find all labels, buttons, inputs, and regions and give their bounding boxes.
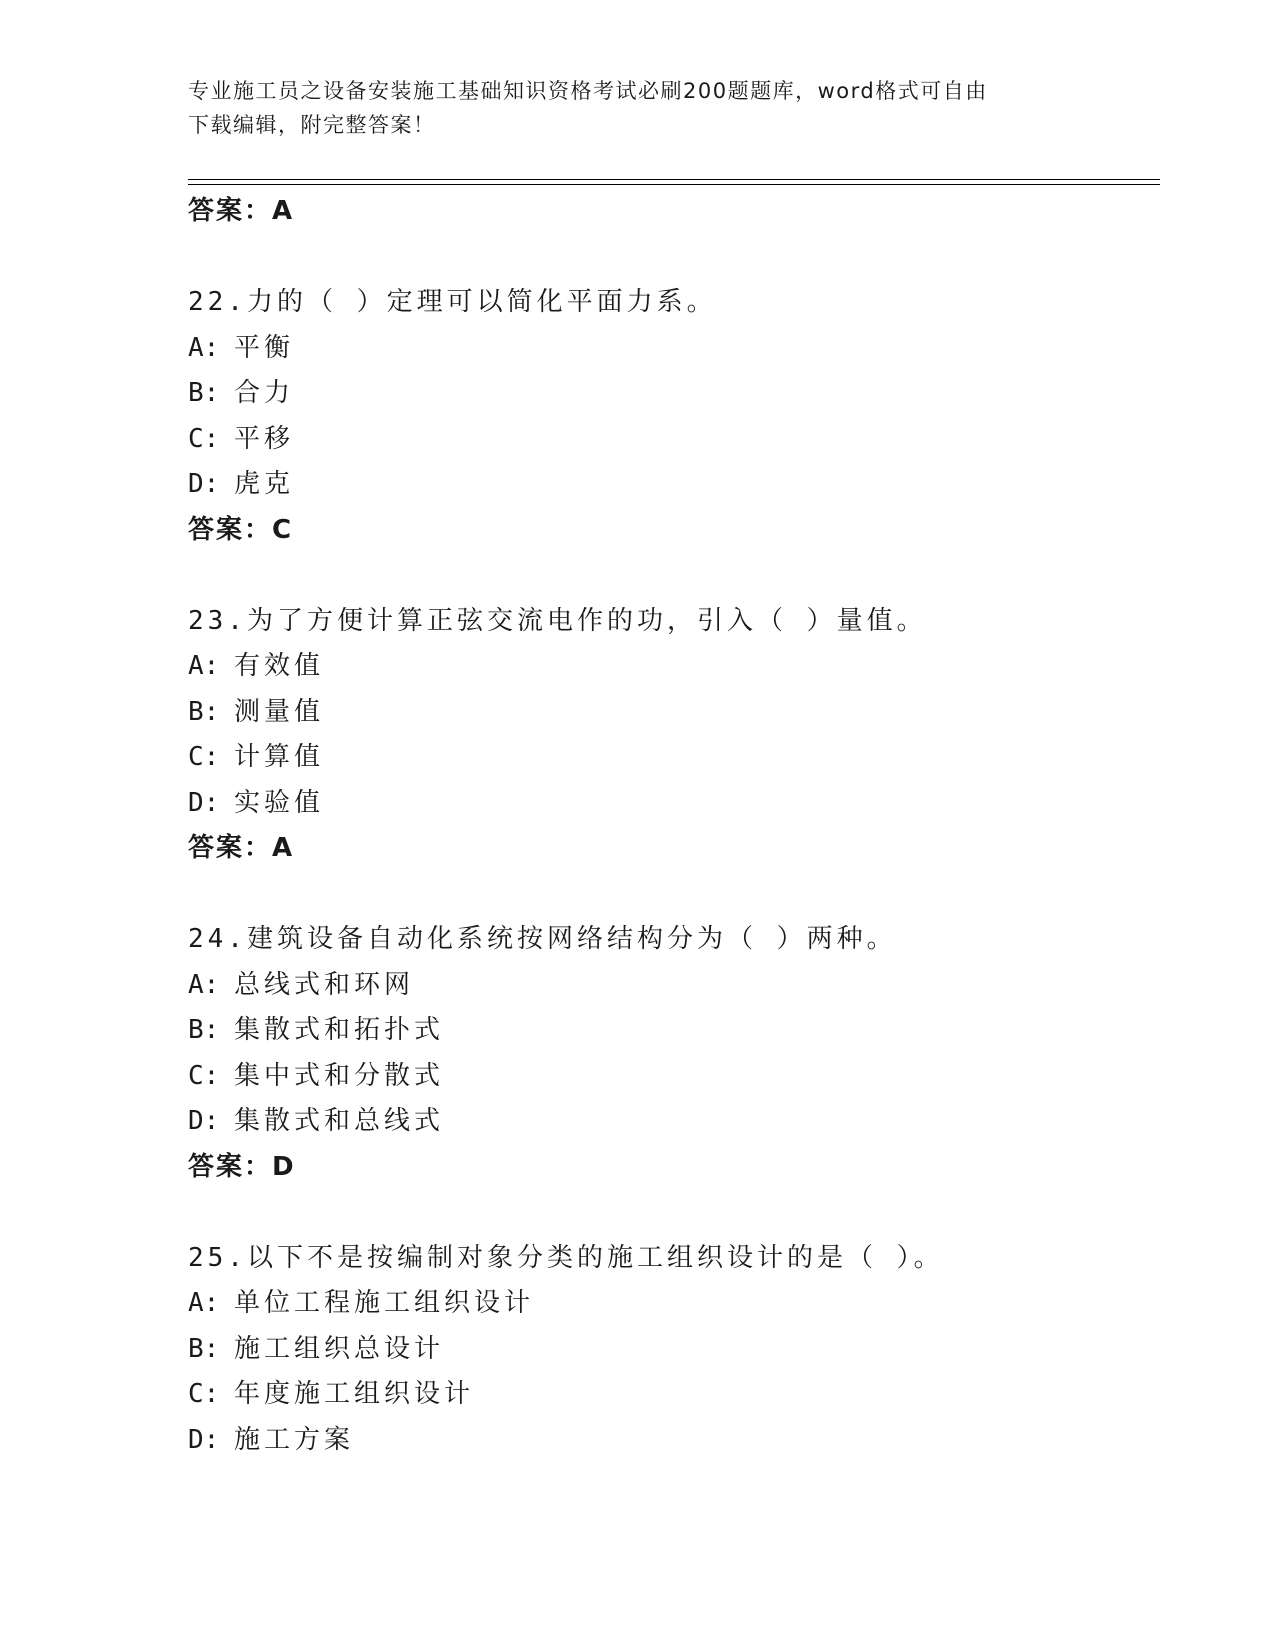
- option-text: 有效值: [234, 651, 325, 681]
- option-text: 集散式和总线式: [234, 1106, 445, 1136]
- option-letter: B:: [188, 696, 220, 727]
- option-text: 施工方案: [234, 1424, 355, 1455]
- option-letter: B:: [188, 1333, 220, 1364]
- header-divider: [188, 179, 1160, 185]
- option-b: [188, 1008, 1160, 1054]
- option-d: [188, 1418, 1160, 1464]
- option-text: 单位工程施工组织设计: [234, 1288, 535, 1318]
- option-letter: B:: [188, 378, 220, 408]
- option-c: [188, 1054, 1160, 1100]
- option-letter: B:: [188, 1015, 220, 1045]
- option-letter: A:: [188, 651, 220, 681]
- option-c: [188, 1372, 1160, 1418]
- option-text: 总线式和环网: [234, 969, 415, 1000]
- option-b: [188, 690, 1160, 736]
- option-letter: C:: [188, 742, 220, 772]
- option-a: [188, 644, 1160, 690]
- option-d: [188, 781, 1160, 827]
- option-letter: D:: [188, 1424, 220, 1455]
- option-text: 集中式和分散式: [234, 1060, 445, 1091]
- option-c: [188, 417, 1160, 463]
- option-text: 施工组织总设计: [234, 1333, 445, 1364]
- option-b: [188, 1327, 1160, 1373]
- option-text: 集散式和拓扑式: [234, 1015, 445, 1045]
- previous-answer: 答案：A: [188, 196, 295, 226]
- question-title: 22.力的（ ）定理可以简化平面力系。: [188, 287, 717, 317]
- option-letter: A:: [188, 332, 220, 363]
- question-25: [188, 1236, 1160, 1464]
- question-title: 24.建筑设备自动化系统按网络结构分为（ ）两种。: [188, 924, 897, 954]
- question-22: [188, 280, 1160, 553]
- answer: 答案：C: [188, 514, 294, 545]
- option-text: 平移: [234, 423, 295, 454]
- answer: 答案：A: [188, 833, 295, 863]
- option-letter: C:: [188, 423, 220, 454]
- option-text: 计算值: [234, 742, 325, 772]
- option-text: 虎克: [234, 469, 295, 499]
- option-d: [188, 1099, 1160, 1145]
- option-text: 实验值: [234, 787, 325, 818]
- question-title: 23.为了方便计算正弦交流电作的功，引入（ ）量值。: [188, 605, 927, 636]
- option-d: [188, 462, 1160, 508]
- option-letter: C:: [188, 1379, 220, 1409]
- document-header: [188, 74, 1068, 142]
- header-line-2: 下载编辑，附完整答案！: [188, 113, 436, 137]
- question-23: [188, 599, 1160, 872]
- option-text: 平衡: [234, 332, 295, 363]
- option-c: [188, 735, 1160, 781]
- question-24: [188, 917, 1160, 1190]
- answer: 答案：D: [188, 1151, 296, 1182]
- option-letter: D:: [188, 787, 220, 818]
- option-letter: A:: [188, 969, 220, 1000]
- question-list: [188, 189, 1160, 1463]
- option-letter: C:: [188, 1060, 220, 1091]
- option-text: 测量值: [234, 696, 325, 727]
- header-line-1: 专业施工员之设备安装施工基础知识资格考试必刷200题题库，word格式可自由: [188, 79, 988, 103]
- option-a: [188, 326, 1160, 372]
- option-letter: D:: [188, 1106, 220, 1136]
- option-text: 合力: [234, 378, 295, 408]
- question-title: 25.以下不是按编制对象分类的施工组织设计的是（ ）。: [188, 1242, 944, 1273]
- option-letter: A:: [188, 1288, 220, 1318]
- option-a: [188, 963, 1160, 1009]
- option-text: 年度施工组织设计: [234, 1379, 475, 1409]
- option-a: [188, 1281, 1160, 1327]
- option-letter: D:: [188, 469, 220, 499]
- option-b: [188, 371, 1160, 417]
